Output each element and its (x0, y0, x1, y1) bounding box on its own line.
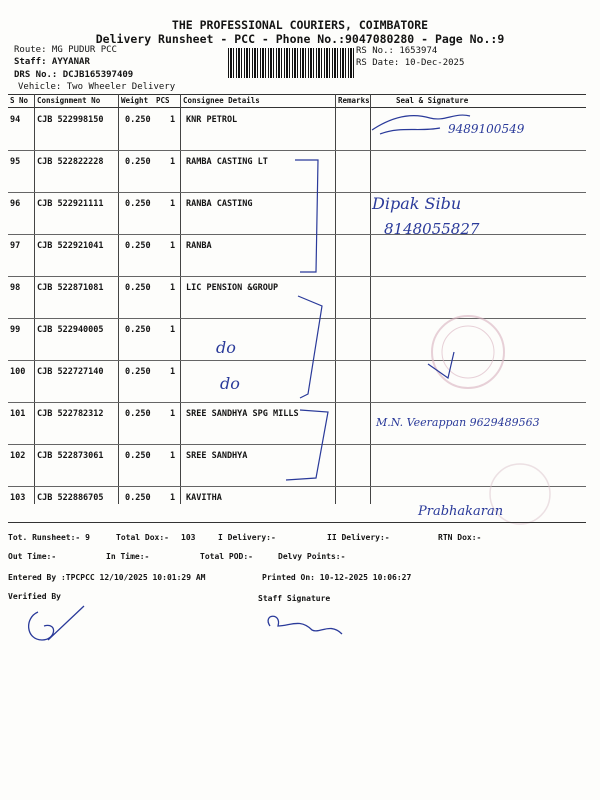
row-consignment: CJB 522782312 (37, 409, 104, 419)
row-consignee: KNR PETROL (186, 115, 238, 125)
drs-label: DRS No.: DCJB165397409 (14, 70, 134, 80)
row-consignment: CJB 522998150 (37, 115, 104, 125)
out-time: Out Time:- (8, 552, 57, 561)
route-label: Route: MG PUDUR PCC (14, 45, 117, 55)
row-sno: 94 (10, 115, 21, 125)
row-sno: 100 (10, 367, 26, 377)
row-weight: 0.250 (125, 199, 151, 209)
row-consignment: CJB 522727140 (37, 367, 104, 377)
handwritten-phone: 8148055827 (384, 220, 480, 238)
col-seal: Seal & Signature (396, 96, 469, 105)
verified-by-label: Verified By (8, 592, 61, 601)
row-weight: 0.250 (125, 451, 151, 461)
rtn-dox: RTN Dox:- (438, 533, 482, 542)
row-consignee: RANBA (186, 241, 212, 251)
row-pcs: 1 (170, 367, 176, 377)
footer-divider (8, 522, 586, 523)
row-sno: 99 (10, 325, 21, 335)
handwritten-name: Dipak Sibu (372, 194, 462, 213)
row-sno: 95 (10, 157, 21, 167)
row-consignment: CJB 522871081 (37, 283, 104, 293)
row-weight: 0.250 (125, 115, 151, 125)
handwritten-phone: 9489100549 (448, 122, 525, 136)
row-consignee: KAVITHA (186, 493, 222, 503)
col-consignee: Consignee Details (183, 96, 260, 105)
row-weight: 0.250 (125, 367, 151, 377)
total-pod: Total POD:- (200, 552, 253, 561)
col-pcs: PCS (156, 96, 170, 105)
in-time: In Time:- (106, 552, 150, 561)
tot-runsheet: Tot. Runsheet:- 9 (8, 533, 90, 542)
ditto-bracket (286, 410, 328, 480)
row-pcs: 1 (170, 199, 176, 209)
row-consignee: RAMBA CASTING LT (186, 157, 268, 167)
total-dox-label: Total Dox:- (116, 533, 169, 542)
rs-date: RS Date: 10-Dec-2025 (356, 58, 465, 68)
col-consignment: Consignment No (37, 96, 101, 105)
row-consignee: LIC PENSION &GROUP (186, 283, 279, 293)
row-pcs: 1 (170, 493, 176, 503)
row-pcs: 1 (170, 241, 176, 251)
row-weight: 0.250 (125, 493, 151, 503)
row-weight: 0.250 (125, 241, 151, 251)
rs-number: RS No.: 1653974 (356, 46, 438, 56)
staff-label: Staff: AYYANAR (14, 57, 90, 67)
row-consignment: CJB 522886705 (37, 493, 104, 503)
printed-on: Printed On: 10-12-2025 10:06:27 (262, 573, 412, 582)
ii-delivery: II Delivery:- (327, 533, 390, 542)
staff-signature-label: Staff Signature (258, 594, 331, 603)
col-remarks: Remarks (338, 96, 370, 105)
row-pcs: 1 (170, 283, 176, 293)
row-pcs: 1 (170, 115, 176, 125)
handwritten-name: Prabhakaran (418, 504, 504, 519)
ditto-bracket (295, 160, 318, 272)
row-pcs: 1 (170, 409, 176, 419)
row-sno: 102 (10, 451, 26, 461)
row-pcs: 1 (170, 325, 176, 335)
row-consignment: CJB 522873061 (37, 451, 104, 461)
page-title: THE PROFESSIONAL COURIERS, COIMBATORE (171, 18, 429, 32)
page-subtitle: Delivery Runsheet - PCC - Phone No.:9047080280 - Page No.:9 (95, 32, 505, 46)
row-consignment: CJB 522921111 (37, 199, 104, 209)
entered-by: Entered By :TPCPCC 12/10/2025 10:01:29 AM (8, 573, 206, 582)
delvy-points: Delvy Points:- (278, 552, 346, 561)
vehicle-label: Vehicle: Two Wheeler Delivery (18, 82, 176, 92)
row-weight: 0.250 (125, 409, 151, 419)
handwritten-note: M.N. Veerappan 9629489563 (376, 416, 540, 429)
row-weight: 0.250 (125, 325, 151, 335)
i-delivery: I Delivery:- (218, 533, 276, 542)
row-sno: 96 (10, 199, 21, 209)
row-consignee: SREE SANDHYA SPG MILLS (186, 409, 299, 419)
row-consignee: SREE SANDHYA (186, 451, 248, 461)
row-pcs: 1 (170, 157, 176, 167)
staff-signature-scribble (268, 616, 342, 634)
rubber-stamp-icon (432, 316, 504, 388)
total-dox-value: 103 (181, 533, 196, 542)
col-weight: Weight (121, 96, 149, 105)
row-pcs: 1 (170, 451, 176, 461)
row-consignment: CJB 522921041 (37, 241, 104, 251)
handwritten-ditto: do (216, 338, 236, 357)
row-consignee: RANBA CASTING (186, 199, 253, 209)
row-sno: 97 (10, 241, 21, 251)
row-consignment: CJB 522822228 (37, 157, 104, 167)
handwritten-ditto: do (220, 374, 240, 393)
row-consignment: CJB 522940005 (37, 325, 104, 335)
row-sno: 101 (10, 409, 26, 419)
col-sno: S No (10, 96, 29, 105)
row-weight: 0.250 (125, 157, 151, 167)
row-sno: 103 (10, 493, 26, 503)
verified-signature (29, 606, 84, 640)
row-sno: 98 (10, 283, 21, 293)
row-weight: 0.250 (125, 283, 151, 293)
ditto-bracket (298, 296, 322, 398)
